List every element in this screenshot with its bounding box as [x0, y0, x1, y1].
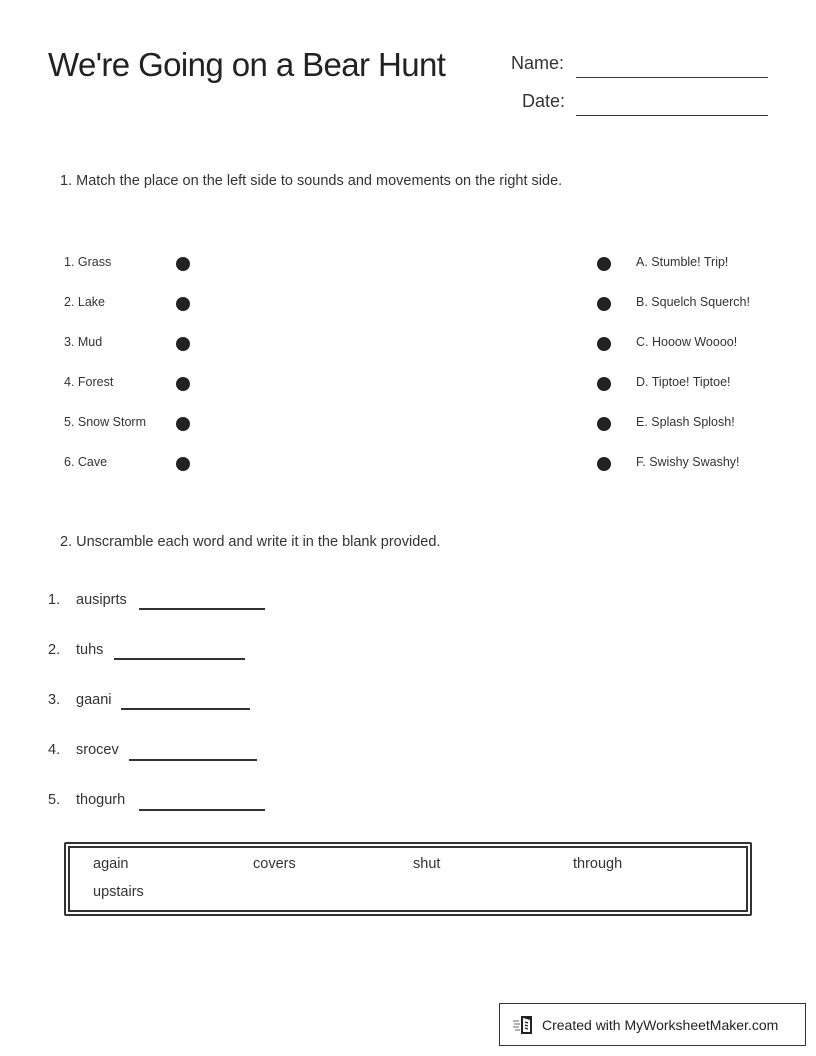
match-right-dot[interactable] [597, 377, 611, 391]
match-right-dot[interactable] [597, 337, 611, 351]
match-right-item: D. Tiptoe! Tiptoe! [636, 375, 731, 389]
match-left-dot[interactable] [176, 337, 190, 351]
unscramble-number: 4. [48, 742, 61, 758]
name-field[interactable] [576, 77, 768, 78]
match-right-dot[interactable] [597, 457, 611, 471]
worksheet-maker-logo-icon [512, 1014, 536, 1036]
created-with-text: Created with MyWorksheetMaker.com [542, 1016, 779, 1033]
scrambled-word: thogurh [76, 792, 126, 808]
word-bank-inner-border [68, 846, 748, 912]
match-right-item: B. Squelch Squerch! [636, 295, 750, 309]
answer-blank[interactable] [139, 608, 265, 610]
scrambled-word: gaani [76, 692, 112, 708]
answer-blank[interactable] [114, 658, 245, 660]
word-bank-item: again [93, 856, 129, 872]
match-left-item: 2. Lake [64, 295, 106, 309]
created-with-badge[interactable] [499, 1003, 806, 1046]
match-right-dot[interactable] [597, 297, 611, 311]
scrambled-word: ausiprts [76, 592, 127, 608]
word-bank [64, 842, 752, 916]
unscramble-number: 5. [48, 792, 61, 808]
word-bank-item: covers [253, 856, 296, 872]
unscramble-instruction: 2. Unscramble each word and write it in the blank provided. [60, 534, 441, 550]
word-bank-item: through [573, 856, 623, 872]
date-label: Date: [522, 91, 566, 111]
match-left-dot[interactable] [176, 417, 190, 431]
match-left-dot[interactable] [176, 297, 190, 311]
date-field[interactable] [576, 115, 768, 116]
match-right-dot[interactable] [597, 417, 611, 431]
scrambled-word: srocev [76, 742, 119, 758]
answer-blank[interactable] [139, 809, 265, 811]
match-right-item: E. Splash Splosh! [636, 415, 735, 429]
scrambled-word: tuhs [76, 642, 104, 658]
match-right-item: C. Hooow Woooo! [636, 335, 738, 349]
match-left-item: 1. Grass [64, 255, 112, 269]
match-left-item: 5. Snow Storm [64, 415, 146, 429]
unscramble-number: 3. [48, 692, 61, 708]
match-left-dot[interactable] [176, 377, 190, 391]
word-bank-item: shut [413, 856, 441, 872]
match-left-dot[interactable] [176, 457, 190, 471]
match-right-item: F. Swishy Swashy! [636, 455, 740, 469]
match-left-item: 6. Cave [64, 455, 108, 469]
unscramble-number: 1. [48, 592, 61, 608]
match-left-item: 4. Forest [64, 375, 114, 389]
matching-instruction: 1. Match the place on the left side to sounds and movements on the right side. [60, 173, 563, 189]
answer-blank[interactable] [121, 708, 250, 710]
answer-blank[interactable] [129, 759, 257, 761]
match-right-item: A. Stumble! Trip! [636, 255, 729, 269]
worksheet-title: We're Going on a Bear Hunt [48, 46, 446, 83]
match-right-dot[interactable] [597, 257, 611, 271]
unscramble-number: 2. [48, 642, 61, 658]
word-bank-item: upstairs [93, 884, 144, 900]
name-label: Name: [511, 53, 565, 73]
match-left-dot[interactable] [176, 257, 190, 271]
match-left-item: 3. Mud [64, 335, 103, 349]
